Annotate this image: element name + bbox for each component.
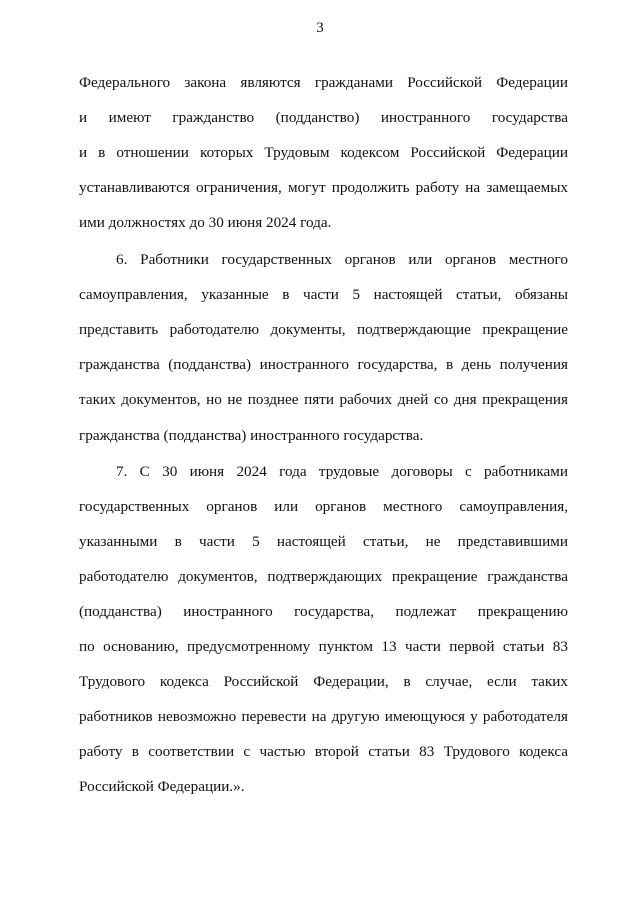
text-line: и в отношении которых Трудовым кодексом Российской Федерации: [79, 144, 568, 161]
text-line: таких документов, но не позднее пяти рабочих дней со дня прекращения: [79, 391, 568, 408]
text-line: работников невозможно перевести на другую имеющуюся у работодателя: [79, 708, 568, 725]
text-line: самоуправления, указанные в части 5 настоящей статьи, обязаны: [79, 286, 568, 303]
text-line: по основанию, предусмотренному пунктом 13 части первой статьи 83: [79, 638, 568, 655]
text-line: Федерального закона являются гражданами Российской Федерации: [79, 74, 568, 91]
text-line: ими должностях до 30 июня 2024 года.: [79, 214, 332, 231]
text-line: Российской Федерации.».: [79, 778, 245, 795]
text-line: работу в соответствии с частью второй статьи 83 Трудового кодекса: [79, 743, 568, 760]
text-line: 7. С 30 июня 2024 года трудовые договоры с работниками: [116, 463, 568, 480]
text-line: указанными в части 5 настоящей статьи, не представившими: [79, 533, 568, 550]
text-line: гражданства (подданства) иностранного государства.: [79, 427, 424, 444]
text-line: Трудового кодекса Российской Федерации, в случае, если таких: [79, 673, 568, 690]
page-number: 3: [316, 20, 324, 36]
text-line: представить работодателю документы, подтверждающие прекращение: [79, 321, 568, 338]
text-line: 6. Работники государственных органов или органов местного: [116, 251, 568, 268]
text-line: гражданства (подданства) иностранного государства, в день получения: [79, 356, 568, 373]
text-line: (подданства) иностранного государства, подлежат прекращению: [79, 603, 568, 620]
text-line: государственных органов или органов местного самоуправления,: [79, 498, 568, 515]
text-line: работодателю документов, подтверждающих прекращение гражданства: [79, 568, 568, 585]
text-line: устанавливаются ограничения, могут продолжить работу на замещаемых: [79, 179, 568, 196]
text-line: и имеют гражданство (подданство) иностранного государства: [79, 109, 568, 126]
